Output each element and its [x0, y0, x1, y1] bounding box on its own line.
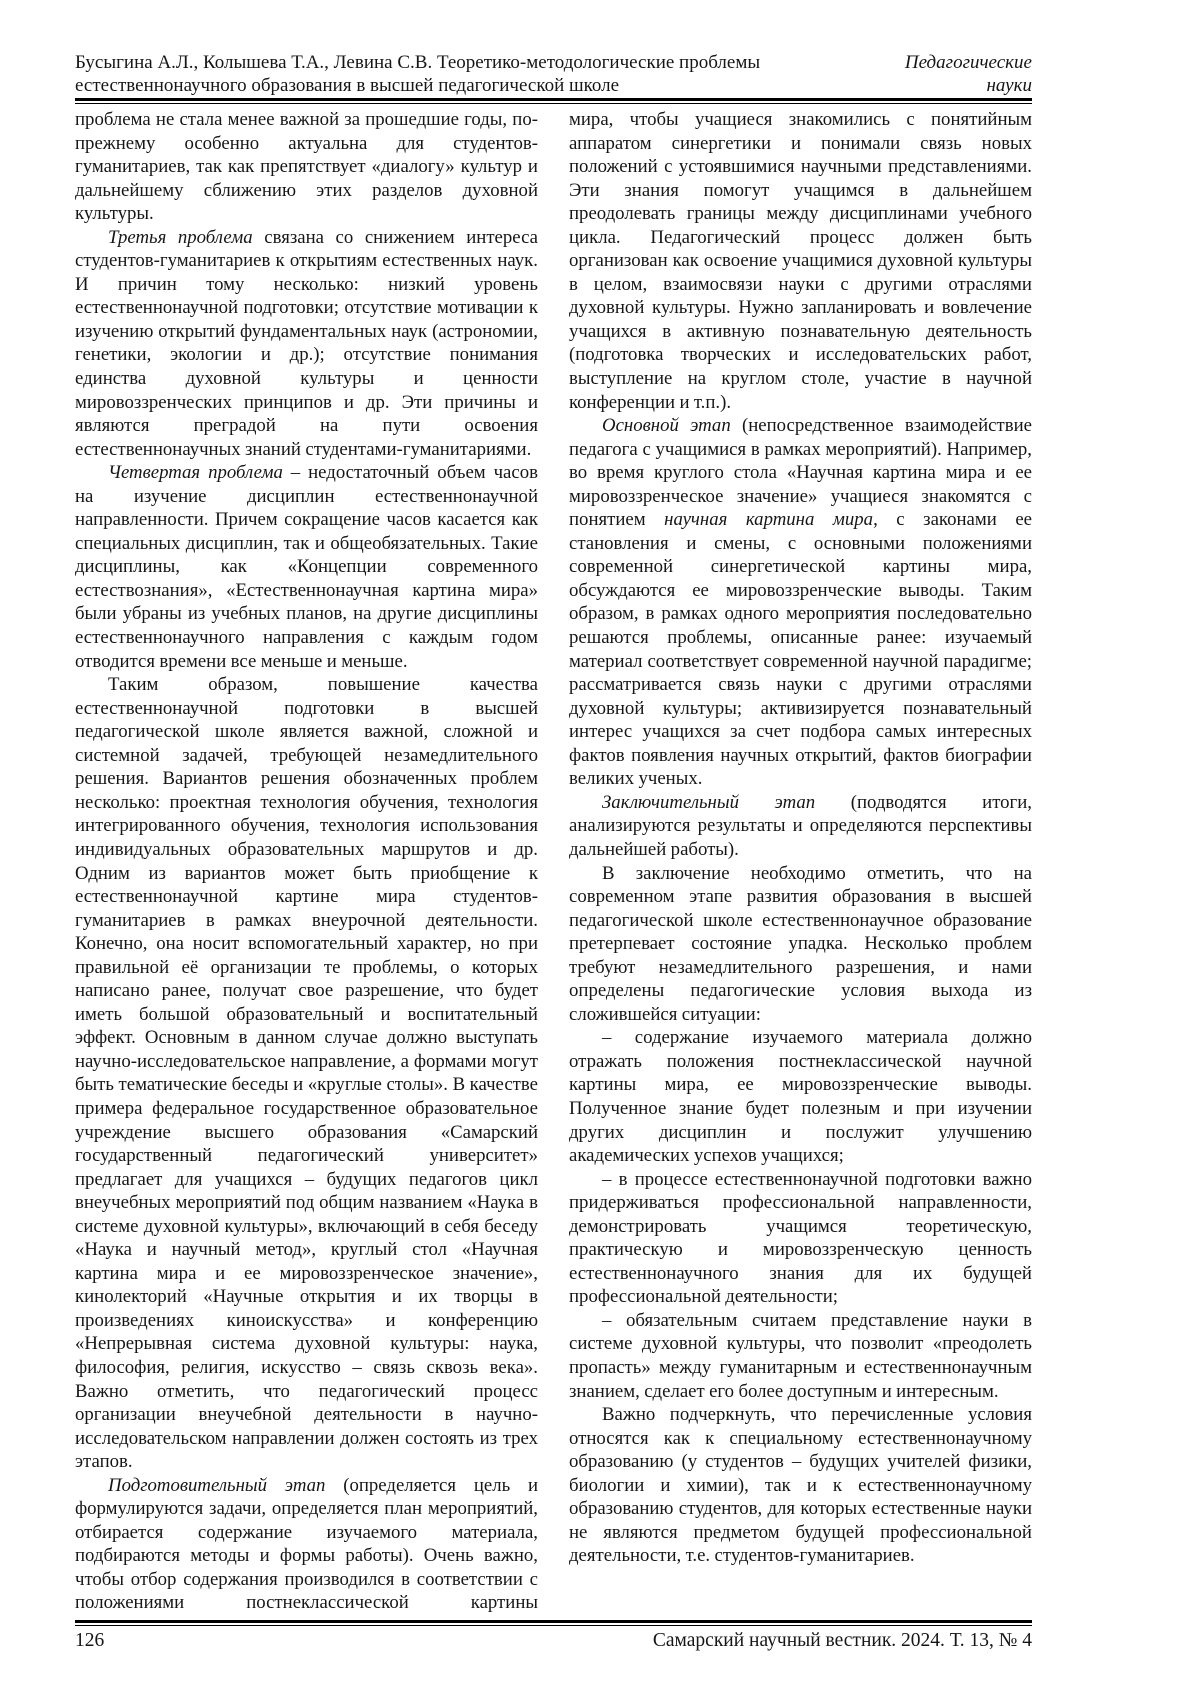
paragraph-text: (определяется цель и формулируются задачи, определяется план мероприятий, отбирается содержание изучаемого материала, подбираются методы и формы работы). Очень важно, чтобы отбор содержания производился в соответствии с положениями постнеклассической картины: [75, 1474, 538, 1614]
right-column: [569, 108, 1032, 1620]
running-title-line2: естественнонаучного образования в высшей педагогической школе: [75, 75, 620, 96]
page-number: 126: [75, 1630, 105, 1651]
paragraph-text: связана со снижением интереса студентов-гуманитариев к открытиям естественных наук. И причин тому несколько: низкий уровень естественнонаучной подготовки; отсутствие мотивации к изучению открытий фундаментальных наук (астрономии, генетики, экологии и др.); отсутствие понимания единства духовной культуры и ценности мировоззренческих принципов и др. Эти причины и являются преградой на пути освоения естественнонаучных знаний студентами-гуманитариями.: [75, 226, 538, 460]
paragraph: [569, 1403, 1032, 1568]
left-column: [75, 108, 538, 1620]
journal-reference: Самарский научный вестник. 2024. Т. 13, № 4: [652, 1630, 1032, 1651]
paragraph-italic-text: Четвертая проблема: [108, 462, 283, 484]
paragraph: [569, 862, 1032, 1027]
paragraph: [569, 1309, 1032, 1403]
paragraph-text: (непосредственное взаимодействие педагога с учащимися в рамках мероприятий). Например, во время круглого стола «Научная картина мира и ее мировоззренческое значение» учащиеся знакомятся с понятием: [569, 415, 1032, 531]
paragraph: [75, 108, 538, 226]
page-footer: [75, 1629, 1032, 1653]
paragraph: [569, 791, 1032, 862]
paragraph-text: , с законами ее становления и смены, с основными положениями современной синергетической картины мира, обсуждаются ее мировоззренческие выводы. Таким образом, в рамках одного мероприятия последовательно решаются проблемы, описанные ранее: изучаемый материал соответствует современной научной парадигме; рассматривается связь науки с другими отраслями духовной культуры; активизируется познавательный интерес учащихся за счет подбора самых интересных фактов появления научных открытий, фактов биографии великих ученых.: [569, 509, 1032, 790]
paragraph-italic-text: Третья проблема: [108, 226, 253, 248]
paragraph-text: проблема не стала менее важной за прошедшие годы, по-прежнему особенно актуальна для студентов-гуманитариев, так как препятствует «диалогу» культур и дальнейшему сближению этих разделов духовной культуры.: [75, 109, 538, 225]
paragraph-text: – обязательным считаем представление науки в системе духовной культуры, что позволит «преодолеть пропасть» между гуманитарным и естественнонаучным знанием, сделает его более доступным и интересным.: [569, 1309, 1032, 1402]
paragraph: [75, 673, 538, 1474]
paragraph-text: – недостаточный объем часов на изучение дисциплин естественнонаучной направленности. Причем сокращение часов касается как специальных дисциплин, так и общеобязательных. Такие дисциплины, как «Концепции современного естествознания», «Естественнонаучная картина мира» были убраны из учебных планов, на другие дисциплины естественнонаучного направления с каждым годом отводится времени все меньше и меньше.: [75, 462, 538, 672]
paragraph-italic-text: Заключительный этап: [602, 791, 816, 813]
paragraph: [75, 226, 538, 461]
paragraph: [75, 1474, 538, 1615]
running-title-line1: Бусыгина А.Л., Колышева Т.А., Левина С.В. Теоретико-методологические проблемы: [75, 52, 761, 73]
section-name: [905, 51, 1032, 97]
article-body: [75, 108, 1032, 1620]
paragraph-text: Таким образом, повышение качества естественнонаучной подготовки в высшей педагогической школе является важной, сложной и системной задачей, требующей незамедлительного решения. Вариантов решения обозначенных проблем несколько: проектная технология обучения, технология интегрированного обучения, технология использования индивидуальных образовательных маршрутов и др. Одним из вариантов может быть приобщение к естественнонаучной картине мира студентов-гуманитариев в рамках внеурочной деятельности. Конечно, она носит вспомогательный характер, но при правильной её организации те проблемы, о которых написано ранее, получат свое разрешение, что будет иметь большой образовательный и воспитательный эффект. Основным в данном случае должно выступать научно-исследовательское направление, а формами могут быть тематические беседы и «круглые столы». В качестве примера федеральное государственное образовательное учреждение высшего образования «Самарский государственный педагогический университет» предлагает для учащихся – будущих педагогов цикл внеучебных мероприятий под общим названием «Наука в системе духовной культуры», включающий в себя беседу «Наука и научный метод», круглый стол «Научная картина мира и ее мировоззренческое значение», кинолекторий «Научные открытия и их творцы в произведениях киноискусства» и конференцию «Непрерывная система духовной культуры: наука, философия, религия, искусство – связь сквозь века». Важно отметить, что педагогический процесс организации внеучебной деятельности в научно-исследовательском направлении должен состоять из трех этапов.: [75, 674, 538, 1473]
paragraph: [569, 414, 1032, 791]
paragraph: [75, 461, 538, 673]
paragraph-text: – содержание изучаемого материала должно отражать положения постнеклассической научной картины мира, ее мировоззренческие выводы. Полученное знание будет полезным и при изучении других дисциплин и послужит улучшению академических успехов учащихся;: [569, 1027, 1032, 1167]
paragraph-italic-text: Основной этап: [602, 415, 731, 437]
running-title: [75, 51, 760, 97]
paragraph-text: мира, чтобы учащиеся знакомились с понятийным аппаратом синергетики и понимали связь новых положений с устоявшимися научными представлениями. Эти знания помогут учащимся в дальнейшем преодолевать границы между дисциплинами учебного цикла. Педагогический процесс должен быть организован как освоение учащимися духовной культуры в целом, взаимосвязи науки с другими отраслями духовной культуры. Нужно запланировать и вовлечение учащихся в активную познавательную деятельность (подготовка творческих и исследовательских работ, выступление на круглом столе, участие в научной конференции и т.п.).: [569, 109, 1032, 413]
paragraph-italic-text: научная картина мира: [664, 509, 874, 531]
page-header: [75, 51, 1032, 97]
paragraph-text: В заключение необходимо отметить, что на современном этапе развития образования в высшей педагогической школе естественнонаучное образование претерпевает состояние упадка. Несколько проблем требуют незамедлительного разрешения, и нами определены педагогические условия выхода из сложившейся ситуации:: [569, 862, 1032, 1025]
section-name-line2: науки: [986, 75, 1032, 96]
section-name-line1: Педагогические: [904, 52, 1032, 73]
paragraph: [569, 1026, 1032, 1167]
paragraph-italic-text: Подготовительный этап: [108, 1474, 326, 1496]
paragraph-text: – в процессе естественнонаучной подготовки важно придерживаться профессиональной направленности, демонстрировать учащимся теоретическую, практическую и мировоззренческую ценность естественнонаучного знания для их будущей профессиональной деятельности;: [569, 1168, 1032, 1308]
header-rule: [75, 98, 1032, 104]
footer-rule: [75, 1620, 1032, 1626]
paragraph: [569, 108, 1032, 414]
paragraph-text: (подводятся итоги, анализируются результаты и определяются перспективы дальнейшей работы).: [569, 791, 1032, 860]
paragraph-text: Важно подчеркнуть, что перечисленные условия относятся как к специальному естественнонаучному образованию (у студентов – будущих учителей физики, биологии и химии), так и к естественнонаучному образованию студентов, для которых естественные науки не являются предметом будущей профессиональной деятельности, т.е. студентов-гуманитариев.: [569, 1404, 1032, 1567]
paragraph: [569, 1168, 1032, 1309]
